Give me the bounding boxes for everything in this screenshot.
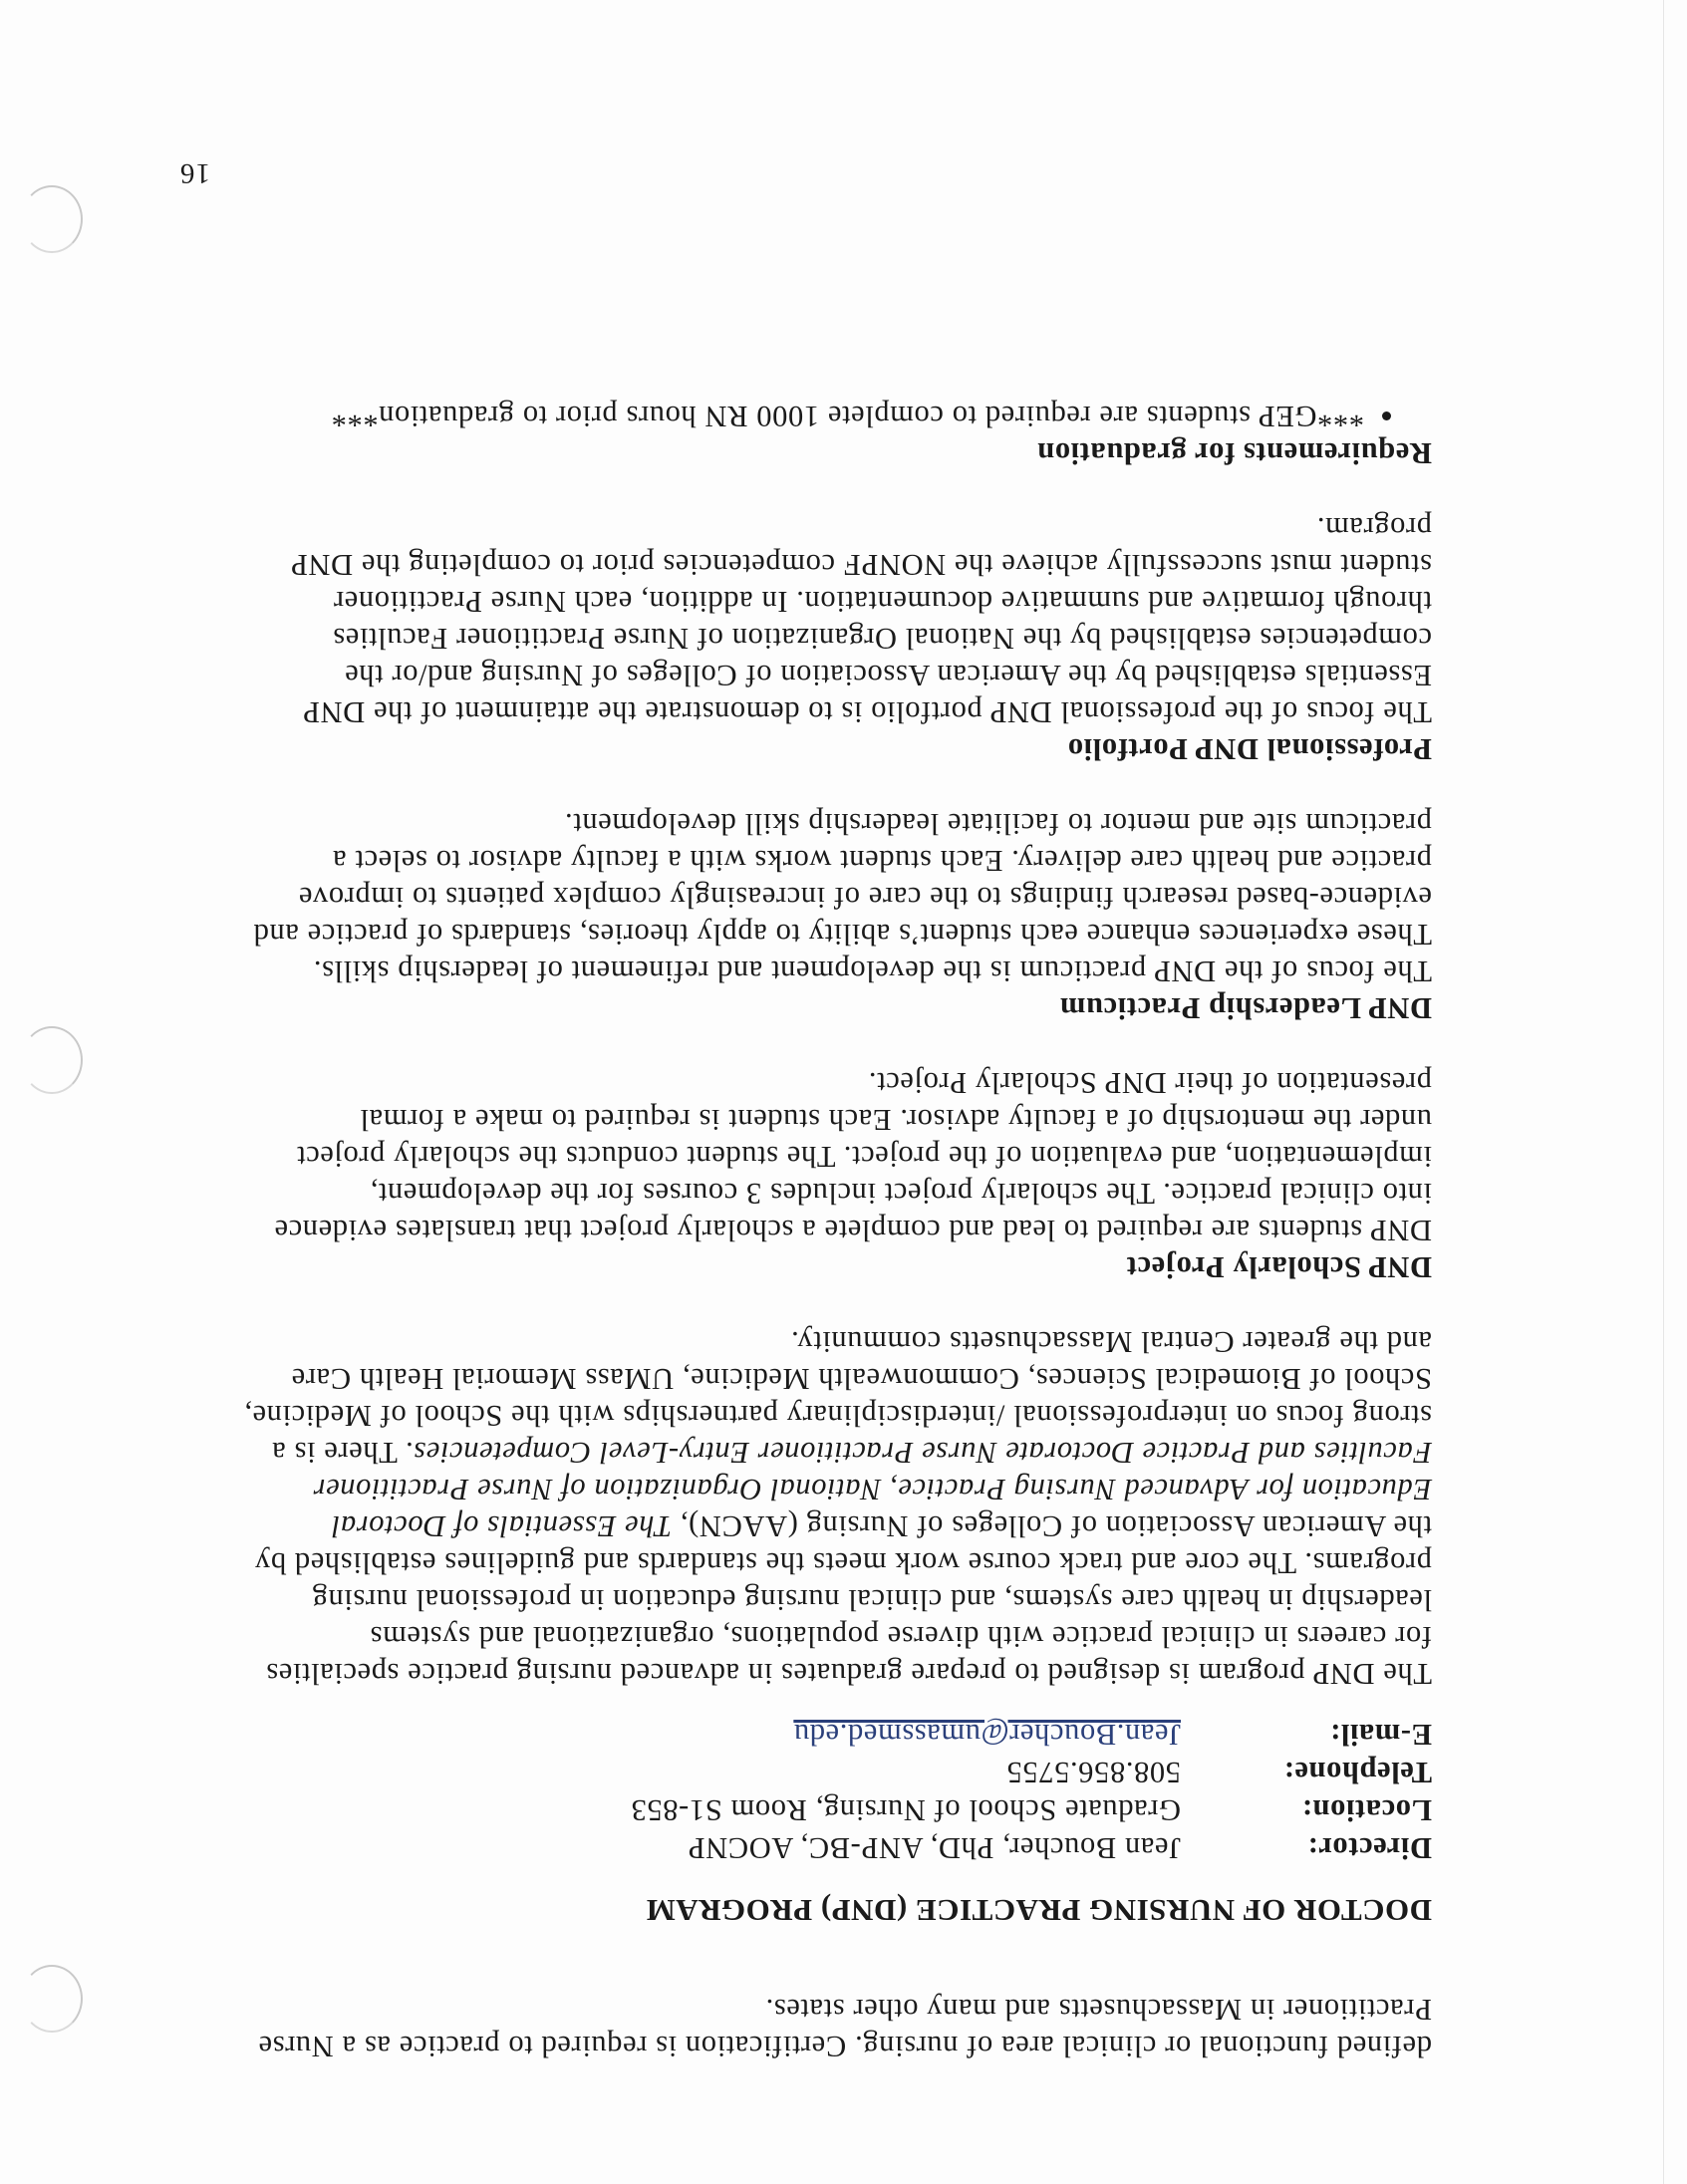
page-number: 16: [179, 157, 210, 189]
graduation-requirement: • ***GEP students are required to complete 1000 RN hours prior to graduation***: [241, 398, 1366, 434]
email-link[interactable]: Jean.Boucher@umassmed.edu: [793, 1718, 1181, 1752]
location-value: Graduate School of Nursing, Room S1-853: [630, 1793, 1181, 1827]
scholarly-project-body: DNP students are required to lead and complete a scholarly project that translates evidence into clinical practice. The scholarly project includes 3 courses for the development, implementation, and evaluation of the project. The student conducts the scholarly project under the mentorship of a faculty advisor. Each student is required to make a formal presentation of their DNP Scholarly Project.: [273, 1066, 1432, 1247]
program-text-italic: The Essentials of Doctoral Education for Advanced Nursing Practice, National Organization of Nurse Practitioner Faculties and Practice Doctorate Nurse Practitioner Entry-Level Competencies: [313, 1436, 1432, 1543]
leadership-practicum-body: The focus of the DNP practicum is the development and refinement of leadership skills. These experiences enhance each student’s ability to apply theories, standards of practice and evidence-based research findings to the care of increasingly complex patients to improve practice and health care delivery. Each student works with a faculty advisor to select a practicum site and mentor to facilitate leadership skill development.: [252, 807, 1432, 988]
telephone-value: 508.856.5755: [1006, 1756, 1181, 1789]
email-label: E-mail:: [1329, 1718, 1432, 1752]
graduation-heading: Requirements for graduation: [1036, 436, 1432, 470]
program-text-1: The DNP program is designed to prepare graduates in advanced nursing practice specialties for careers in clinical practice with diverse populations, organizational and systems leadership in health care systems, and clinical nursing education in professional nursing programs. The core and track course work meets the standards and guidelines established by the American Association of Colleges of Nursing (AACN),: [254, 1509, 1432, 1691]
leadership-practicum-heading: DNP Leadership Practicum: [1059, 991, 1432, 1025]
director-label: Director:: [1306, 1831, 1432, 1865]
director-value: Jean Boucher, PhD, ANP-BC, AOCNP: [688, 1831, 1181, 1865]
program-text-2: . There is a strong focus on interprofessional /interdisciplinary partnerships with the School of Medicine, School of Biomedical Sciences, Commonwealth Medicine, UMass Memorial Health Care and the greater Central Massachusetts community.: [243, 1325, 1432, 1470]
contact-info: [241, 1716, 1432, 1866]
binder-hole-top: [21, 1965, 83, 2033]
binder-hole-bottom: [21, 185, 83, 253]
binder-hole-middle: [21, 1026, 83, 1094]
graduation-list: [241, 398, 1432, 434]
intro-paragraph: defined functional or clinical area of nursing. Certification is required to practice as a Nurse Practitioner in Massachusetts and many other states.: [257, 1993, 1432, 2063]
telephone-label: Telephone:: [1283, 1756, 1432, 1789]
location-label: Location:: [1301, 1793, 1432, 1827]
scan-edge-line: [1663, 0, 1664, 2184]
portfolio-body: The focus of the professional DNP portfolio is to demonstrate the attainment of the DNP Essentials established by the American Association of Colleges of Nursing and/or the competencies established by the National Organization of Nurse Practitioner Faculties through formative and summative documentation. In addition, each Nurse Practitioner student must successfully achieve the NONPF competencies prior to completing the DNP program.: [291, 511, 1432, 729]
page-title: DOCTOR OF NURSING PRACTICE (DNP) PROGRAM: [646, 1893, 1432, 1928]
page-content: [241, 398, 1432, 2064]
program-description: [241, 1323, 1432, 1692]
scholarly-project-heading: DNP Scholarly Project: [1126, 1250, 1432, 1284]
portfolio-heading: Professional DNP Portfolio: [1067, 732, 1432, 766]
